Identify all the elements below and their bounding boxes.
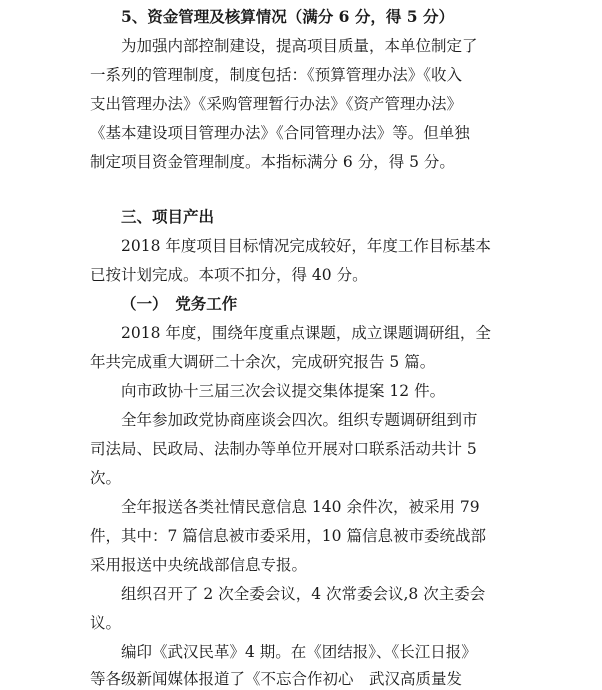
- p3-line-2: 司法局、民政局、法制办等单位开展对口联系活动共计 5: [90, 440, 477, 458]
- p5-line-2: 议。: [90, 614, 122, 632]
- p4-line-1: 全年报送各类社情民意信息 140 余件次，被采用 79: [121, 498, 480, 516]
- p4-line-2: 件，其中：7 篇信息被市委采用，10 篇信息被市委统战部: [90, 527, 486, 545]
- p6-line-2: 等各级新闻媒体报道了《不忘合作初心 武汉高质量发: [90, 670, 463, 688]
- p1-line-1: 2018 年度，围绕年度重点课题，成立课题调研组，全: [121, 324, 491, 342]
- p1-line-2: 年共完成重大调研二十余次，完成研究报告 5 篇。: [90, 353, 436, 371]
- p5-line-1: 组织召开了 2 次全委会议，4 次常委会议,8 次主委会: [121, 585, 486, 603]
- p4-line-3: 采用报送中央统战部信息专报。: [90, 556, 308, 574]
- section-3-intro-line-1: 2018 年度项目目标情况完成较好，年度工作目标基本: [121, 237, 491, 255]
- p2-line-1: 向市政协十三届三次会议提交集体提案 12 件。: [121, 382, 446, 400]
- p3-line-1: 全年参加政党协商座谈会四次。组织专题调研组到市: [121, 411, 478, 429]
- section-5-line-4: 《基本建设项目管理办法》《合同管理办法》等。但单独: [90, 124, 470, 142]
- section-5-heading: 5、资金管理及核算情况（满分 6 分，得 5 分）: [121, 7, 454, 26]
- section-5-line-3: 支出管理办法》《采购管理暂行办法》《资产管理办法》: [90, 95, 463, 113]
- section-3-intro-line-2: 已按计划完成。本项不扣分，得 40 分。: [90, 266, 368, 284]
- section-3-heading: 三、项目产出: [121, 207, 215, 226]
- p6-line-1: 编印《武汉民革》4 期。在《团结报》、《长江日报》: [121, 643, 477, 661]
- p3-line-3: 次。: [90, 469, 122, 487]
- subsection-1-heading: （一） 党务工作: [121, 294, 238, 313]
- section-5-line-1: 为加强内部控制建设，提高项目质量，本单位制定了: [121, 37, 478, 55]
- section-5-line-5: 制定项目资金管理制度。本指标满分 6 分，得 5 分。: [90, 153, 455, 171]
- section-5-line-2: 一系列的管理制度，制度包括：《预算管理办法》《收入: [90, 66, 463, 84]
